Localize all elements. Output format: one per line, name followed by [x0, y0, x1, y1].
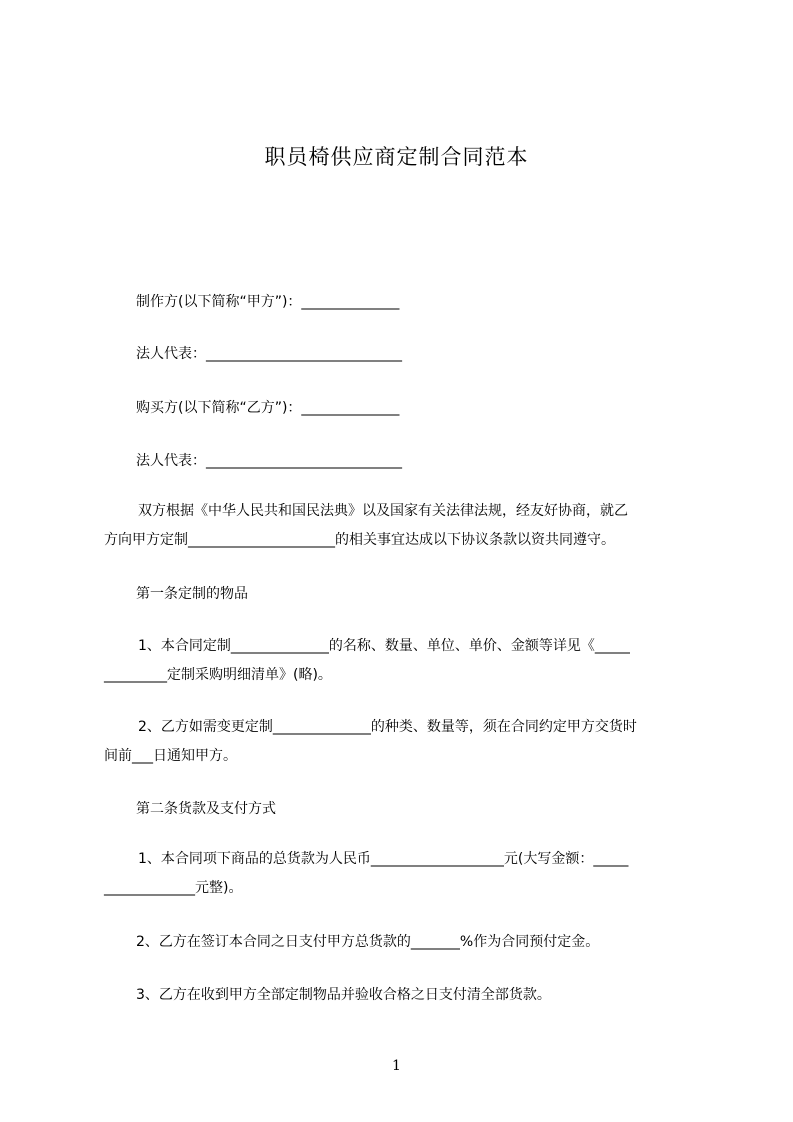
article-1-item-1 — [104, 632, 704, 690]
party-b-representative-line: 法人代表：____________________________ — [136, 453, 402, 469]
article-1-item-2-line-2: 间前___日通知甲方。 — [104, 748, 237, 764]
intro-line-1: 双方根据《中华人民共和国民法典》以及国家有关法律法规，经友好协商，就乙 — [138, 503, 628, 519]
party-b-line: 购买方(以下简称“乙方”)：______________ — [136, 400, 400, 416]
article-2-item-1-line-2: _____________元整)。 — [104, 880, 243, 896]
article-1-heading: 第一条定制的物品 — [136, 586, 248, 602]
intro-paragraph — [104, 497, 704, 555]
article-1-item-1-line-2: _________定制采购明细清单》(略)。 — [104, 667, 332, 683]
intro-line-2: 方向甲方定制_____________________的相关事宜达成以下协议条款以资共同遵守。 — [104, 532, 615, 548]
document-title: 职员椅供应商定制合同范本 — [264, 145, 529, 169]
party-a-line: 制作方(以下简称“甲方”)：______________ — [136, 294, 400, 310]
article-2-item-2: 2、乙方在签订本合同之日支付甲方总货款的_______%作为合同预付定金。 — [136, 934, 600, 950]
page-number: 1 — [392, 1058, 401, 1074]
article-1-item-2 — [104, 713, 704, 771]
article-2-item-1 — [104, 845, 704, 903]
article-2-item-1-line-1: 1、本合同项下商品的总货款为人民币___________________元(大写金额：_____ — [138, 851, 629, 867]
party-a-representative-line: 法人代表：____________________________ — [136, 346, 402, 362]
article-2-item-3: 3、乙方在收到甲方全部定制物品并验收合格之日支付清全部货款。 — [136, 987, 551, 1003]
article-2-heading: 第二条货款及支付方式 — [136, 801, 276, 817]
article-1-item-1-line-1: 1、本合同定制______________的名称、数量、单位、单价、金额等详见《_____ — [138, 638, 630, 654]
article-1-item-2-line-1: 2、乙方如需变更定制______________的种类、数量等，须在合同约定甲方交货时 — [138, 719, 637, 735]
